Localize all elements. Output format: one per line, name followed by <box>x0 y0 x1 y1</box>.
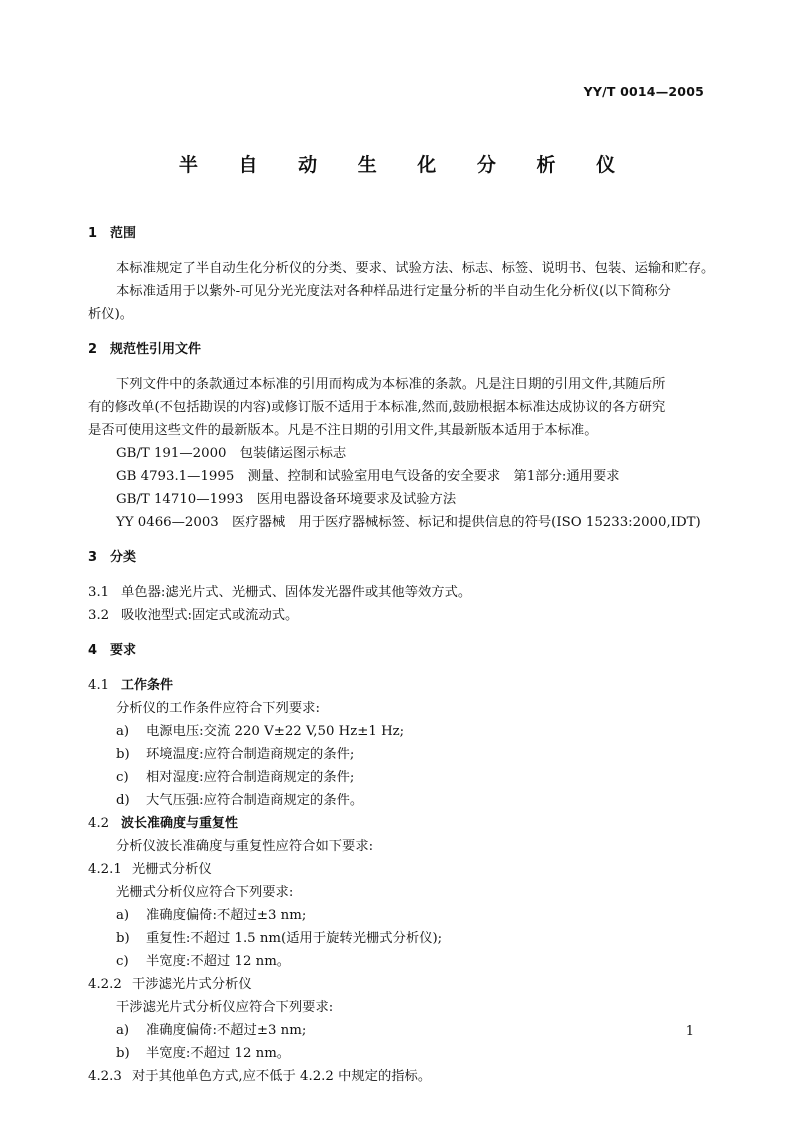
section-2-heading <box>88 338 708 361</box>
clause-number: 4.2.2 <box>88 977 122 992</box>
standard-code: YY/T 0014—2005 <box>583 84 704 99</box>
item-letter: b) <box>116 931 130 946</box>
section-3-heading <box>88 546 708 569</box>
paragraph-continuation: 是否可使用这些文件的最新版本。凡是不注日期的引用文件,其最新版本适用于本标准。 <box>88 423 598 438</box>
item-text: 重复性:不超过 1.5 nm(适用于旋转光栅式分析仪); <box>146 931 443 946</box>
item-text: 大气压强:应符合制造商规定的条件。 <box>146 793 364 808</box>
reference-item: GB/T 191—2000 包装储运图示标志 <box>116 446 347 461</box>
paragraph-continuation: 有的修改单(不包括勘误的内容)或修订版不适用于本标准,然而,鼓励根据本标准达成协议的各方研究 <box>88 400 666 415</box>
item-letter: b) <box>116 1046 130 1061</box>
list-item <box>88 766 708 789</box>
item-letter: b) <box>116 747 130 762</box>
paragraph: 本标准适用于以紫外-可见分光光度法对各种样品进行定量分析的半自动生化分析仪(以下简称分 <box>116 284 671 299</box>
section-title: 规范性引用文件 <box>110 342 202 357</box>
reference-item: YY 0466—2003 医疗器械 用于医疗器械标签、标记和提供信息的符号(ISO 15233:2000,IDT) <box>116 515 701 530</box>
list-item <box>88 950 708 973</box>
item-letter: c) <box>116 954 129 969</box>
clause-intro: 分析仪的工作条件应符合下列要求: <box>116 701 320 716</box>
clause-4-2-heading <box>88 812 708 835</box>
item-text: 半宽度:不超过 12 nm。 <box>146 1046 291 1061</box>
clause-number: 4.2.3 <box>88 1069 122 1084</box>
paragraph-continuation: 析仪)。 <box>88 307 134 322</box>
item-text: 环境温度:应符合制造商规定的条件; <box>146 747 355 762</box>
clause-4-1-heading <box>88 674 708 697</box>
clause-3-2 <box>88 604 708 627</box>
clause-number: 3.2 <box>88 608 110 623</box>
clause-3-1 <box>88 581 708 604</box>
clause-4-2-1-heading <box>88 858 708 881</box>
item-text: 电源电压:交流 220 V±22 V,50 Hz±1 Hz; <box>146 724 405 739</box>
section-number: 4 <box>88 643 98 658</box>
reference-item: GB/T 14710—1993 医用电器设备环境要求及试验方法 <box>116 492 457 507</box>
section-number: 3 <box>88 550 98 565</box>
page-number: 1 <box>685 1024 694 1039</box>
section-1-heading <box>88 222 708 245</box>
item-text: 相对湿度:应符合制造商规定的条件; <box>146 770 355 785</box>
clause-title: 光栅式分析仪 <box>132 862 212 877</box>
item-text: 准确度偏倚:不超过±3 nm; <box>146 1023 307 1038</box>
clause-text: 单色器:滤光片式、光栅式、固体发光器件或其他等效方式。 <box>121 585 472 600</box>
list-item <box>88 904 708 927</box>
clause-number: 3.1 <box>88 585 110 600</box>
item-letter: a) <box>116 908 130 923</box>
list-item <box>88 743 708 766</box>
item-text: 半宽度:不超过 12 nm。 <box>146 954 291 969</box>
section-number: 2 <box>88 342 98 357</box>
reference-item: GB 4793.1—1995 测量、控制和试验室用电气设备的安全要求 第1部分:通用要求 <box>116 469 620 484</box>
document-body <box>88 222 715 1088</box>
clause-intro: 光栅式分析仪应符合下列要求: <box>116 885 294 900</box>
clause-4-2-3 <box>88 1065 708 1088</box>
clause-text: 吸收池型式:固定式或流动式。 <box>121 608 299 623</box>
section-title: 范围 <box>110 226 137 241</box>
item-text: 准确度偏倚:不超过±3 nm; <box>146 908 307 923</box>
clause-number: 4.2.1 <box>88 862 122 877</box>
clause-number: 4.2 <box>88 816 110 831</box>
section-number: 1 <box>88 226 98 241</box>
item-letter: a) <box>116 724 130 739</box>
paragraph: 下列文件中的条款通过本标准的引用而构成为本标准的条款。凡是注日期的引用文件,其随后所 <box>116 377 666 392</box>
list-item <box>88 1042 708 1065</box>
list-item <box>88 720 708 743</box>
list-item <box>88 1019 708 1042</box>
document-title: 半 自 动 生 化 分 析 仪 <box>178 154 633 176</box>
item-letter: a) <box>116 1023 130 1038</box>
section-title: 要求 <box>110 643 137 658</box>
clause-title: 干涉滤光片式分析仪 <box>132 977 252 992</box>
section-title: 分类 <box>110 550 137 565</box>
item-letter: c) <box>116 770 129 785</box>
clause-intro: 分析仪波长准确度与重复性应符合如下要求: <box>116 839 374 854</box>
clause-title: 波长准确度与重复性 <box>121 816 239 831</box>
clause-intro: 干涉滤光片式分析仪应符合下列要求: <box>116 1000 334 1015</box>
clause-text: 对于其他单色方式,应不低于 4.2.2 中规定的指标。 <box>132 1069 432 1084</box>
section-4-heading <box>88 639 708 662</box>
paragraph: 本标准规定了半自动生化分析仪的分类、要求、试验方法、标志、标签、说明书、包装、运输和贮存。 <box>116 261 715 276</box>
clause-4-2-2-heading <box>88 973 708 996</box>
item-letter: d) <box>116 793 130 808</box>
list-item <box>88 927 708 950</box>
clause-number: 4.1 <box>88 678 110 693</box>
clause-title: 工作条件 <box>121 678 174 693</box>
list-item <box>88 789 708 812</box>
